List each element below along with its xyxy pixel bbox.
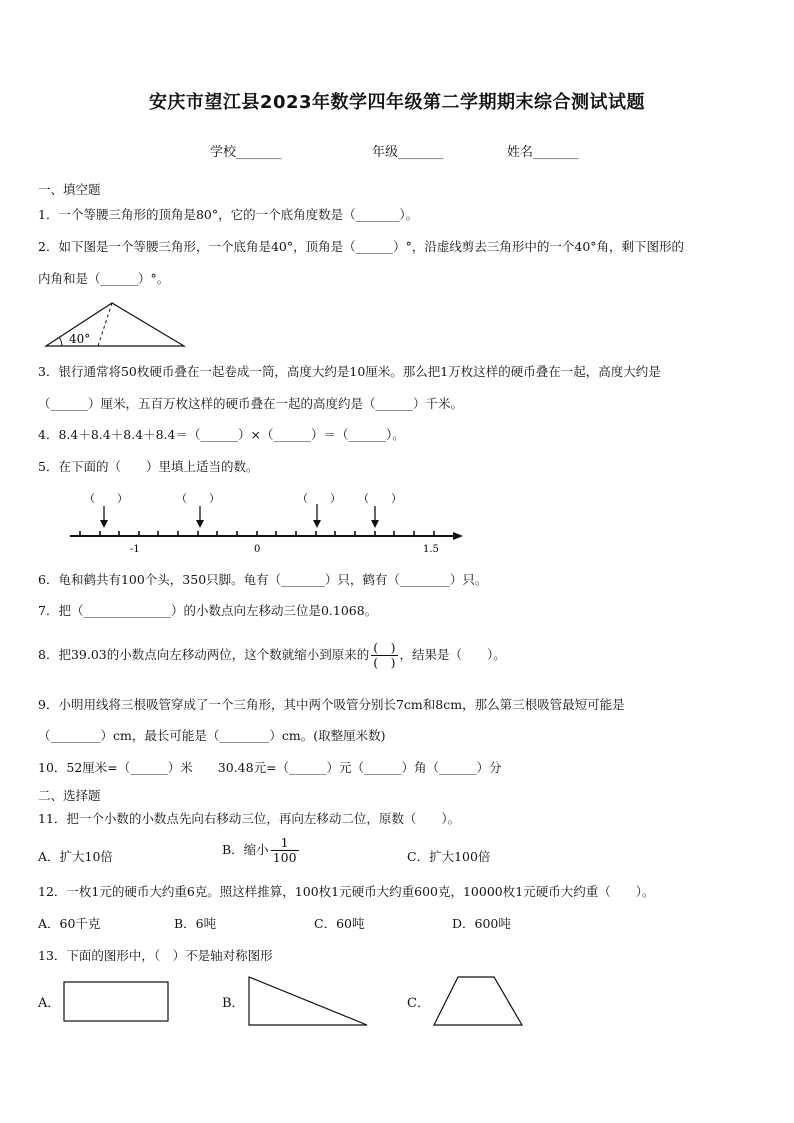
q12-option-c: C．60吨 xyxy=(314,916,365,931)
question-8 xyxy=(38,641,506,670)
number-line-label-0: 0 xyxy=(254,544,261,555)
fraction-numerator: ( ) xyxy=(373,640,396,655)
question-2-line-1: 2．如下图是一个等腰三角形，一个底角是40°，顶角是（______）°，沿虚线剪去三角形中的一个40°角，剩下图形的 xyxy=(38,239,685,254)
number-line-figure xyxy=(60,486,480,558)
q11-option-b xyxy=(222,836,301,865)
fraction-one-hundredth xyxy=(271,836,299,865)
isosceles-triangle-figure xyxy=(40,298,190,350)
q13-option-c-label: C． xyxy=(407,996,430,1011)
question-9-line-2: （________）cm，最长可能是（________）cm。(取整厘米数) xyxy=(38,728,386,743)
question-1: 1．一个等腰三角形的顶角是80°，它的一个底角度数是（_______）。 xyxy=(38,207,419,222)
question-4: 4．8.4＋8.4＋8.4＋8.4＝（______）×（______）＝（______）。 xyxy=(38,427,405,442)
question-12: 12．一枚1元的硬币大约重6克。照这样推算，100枚1元硬币大约重600克，10000枚1元硬币大约重（ ）。 xyxy=(38,884,655,899)
q12-option-d: D．600吨 xyxy=(452,916,511,931)
question-3-line-2: （______）厘米，五百万枚这样的硬币叠在一起的高度约是（______）千米。 xyxy=(38,396,464,411)
number-line-blank: （ ） xyxy=(358,492,402,505)
number-line-label-minus-1: -1 xyxy=(130,544,140,555)
fraction-denominator: 100 xyxy=(272,850,297,865)
angle-label: 40° xyxy=(69,332,91,346)
question-6: 6．龟和鹤共有100个头，350只脚。龟有（_______）只，鹤有（________）只。 xyxy=(38,572,488,587)
fraction-numerator: 1 xyxy=(271,836,299,851)
grade-field: 年级_______ xyxy=(372,145,444,160)
question-5: 5．在下面的（ ）里填上适当的数。 xyxy=(38,459,259,474)
question-10: 10．52厘米=（______）米 30.48元=（______）元（______）角（______）分 xyxy=(38,760,502,775)
question-9-line-1: 9．小明用线将三根吸管穿成了一个三角形，其中两个吸管分别长7cm和8cm，那么第三根吸管最短可能是 xyxy=(38,697,625,712)
question-11: 11．把一个小数的小数点先向右移动三位，再向左移动二位，原数（ ）。 xyxy=(38,811,461,826)
question-13: 13．下面的图形中，（ ）不是轴对称图形 xyxy=(38,948,273,963)
trapezoid-shape xyxy=(432,974,526,1029)
name-field: 姓名_______ xyxy=(507,145,579,160)
question-8-text: 8．把39.03的小数点向左移动两位，这个数就缩小到原来的 xyxy=(38,647,370,662)
question-3-line-1: 3．银行通常将50枚硬币叠在一起卷成一筒，高度大约是10厘米。那么把1万枚这样的硬币叠在一起，高度大约是 xyxy=(38,364,661,379)
rectangle-shape xyxy=(62,980,172,1025)
number-line-blank: （ ） xyxy=(176,492,220,505)
q11-option-c: C．扩大100倍 xyxy=(407,849,491,864)
right-triangle-shape xyxy=(246,974,372,1029)
question-2-line-2: 内角和是（______）°。 xyxy=(38,271,170,286)
section-fill-blank-heading: 一、填空题 xyxy=(38,182,101,197)
fraction-denominator: ( ) xyxy=(373,655,396,670)
q13-option-a-label: A． xyxy=(38,996,61,1011)
school-field: 学校_______ xyxy=(210,145,282,160)
page-title: 安庆市望江县2023年数学四年级第二学期期末综合测试试题 xyxy=(148,92,646,113)
q13-option-b-label: B． xyxy=(222,996,245,1011)
question-8-result: ，结果是（ ）。 xyxy=(399,647,506,662)
q12-option-a: A．60千克 xyxy=(38,916,101,931)
question-7: 7．把（______________）的小数点向左移动三位是0.1068。 xyxy=(38,603,378,618)
number-line-label-1-5: 1.5 xyxy=(423,544,439,555)
q11-option-a: A．扩大10倍 xyxy=(38,849,113,864)
q12-option-b: B．6吨 xyxy=(174,916,217,931)
q11-option-b-prefix: B．缩小 xyxy=(222,842,269,857)
number-line-blank: （ ） xyxy=(297,492,341,505)
section-choice-heading: 二、选择题 xyxy=(38,788,101,803)
fraction-blank xyxy=(371,641,397,670)
number-line-blank: （ ） xyxy=(84,492,128,505)
